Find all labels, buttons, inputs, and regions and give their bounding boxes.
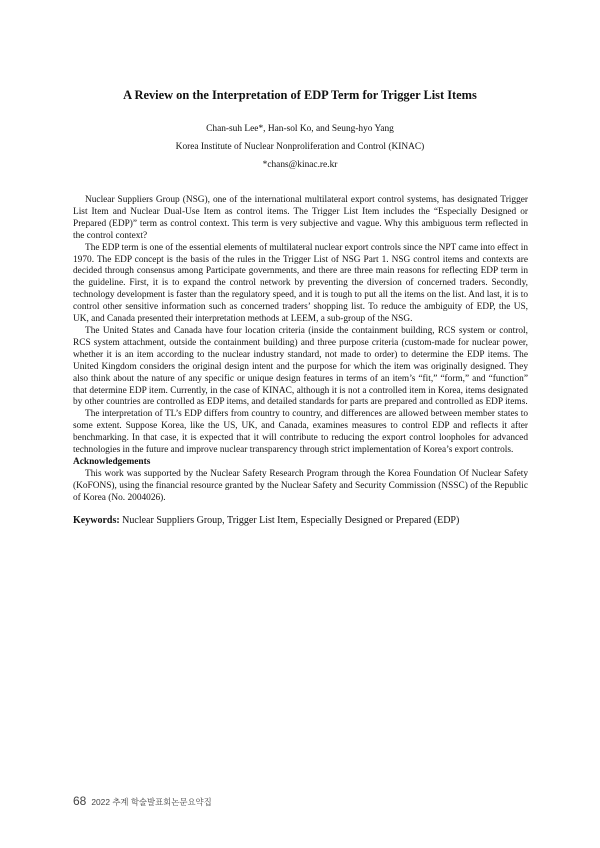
paper-title: A Review on the Interpretation of EDP Term for Trigger List Items bbox=[123, 88, 477, 102]
keywords-label: Keywords: bbox=[73, 514, 120, 526]
affiliation: Korea Institute of Nuclear Nonproliferation and Control (KINAC) bbox=[175, 142, 425, 152]
paragraph-3: The United States and Canada have four location criteria (inside the containment building, RCS system or control, RCS system attachment, outside the containment building) and three purpose criteria (custom-made for nuclear power, whether it is an item according to the nuclear industry standard, not made to order) to determine the EDP items. The United Kingdom considers the original design intent and the purpose for which the item was originally designed. They also think about the nature of any specific or unique design features in terms of an item’s “fit,” “form,” and “function” that determine EDP item. Currently, in the case of KINAC, although it is not a controlled item in Korea, items designated by other countries are controlled as EDP items, and detailed standards for parts are prepared and controlled as EDP items. bbox=[73, 325, 528, 408]
author-list: Chan-suh Lee*, Han-sol Ko, and Seung-hyo Yang bbox=[206, 124, 394, 134]
keywords-text: Nuclear Suppliers Group, Trigger List Item, Especially Designed or Prepared (EDP) bbox=[119, 514, 460, 526]
corresponding-email: *chans@kinac.re.kr bbox=[262, 160, 338, 170]
acknowledgements-heading: Acknowledgements bbox=[73, 456, 151, 467]
page-footer bbox=[73, 794, 212, 808]
paragraph-1: Nuclear Suppliers Group (NSG), one of the international multilateral export control systems, has designated Trigger List Item and Nuclear Dual-Use Item as control items. The Trigger List Item includes the “Especially Designed or Prepared (EDP)” term as control context. This term is very subjective and vague. Why this ambiguous term reflected in the control context? bbox=[73, 195, 528, 241]
abstract-body bbox=[73, 195, 528, 526]
proceedings-name: 2022 추계 학술발표회논문요약집 bbox=[91, 797, 212, 807]
page-number: 68 bbox=[73, 794, 87, 808]
acknowledgements-text: This work was supported by the Nuclear Safety Research Program through the Korea Foundation Of Nuclear Safety (KoFONS), using the financial resource granted by the Nuclear Safety and Security Commission (NSSC) of the Republic of Korea (No. 2004026). bbox=[73, 468, 528, 503]
keywords bbox=[73, 515, 528, 527]
paragraph-2: The EDP term is one of the essential elements of multilateral nuclear export controls since the NPT came into effect in 1970. The EDP concept is the basis of the rules in the Trigger List of NSG Part 1. NSG control items and contexts are decided through consensus among Participate governments, and there are three main reasons for reflecting EDP term in the guideline. First, it is to expand the control network by preventing the diversion of concerned traders. Secondly, technology development is faster than the regulatory speed, and it is tough to put all the items on the list. And last, it is to control other sensitive information such as concerned traders’ shopping list. To reduce the ambiguity of EDP, the US, UK, and Canada presented their interpretation methods at LEEM, a sub-group of the NSG. bbox=[73, 242, 528, 325]
paragraph-4: The interpretation of TL’s EDP differs from country to country, and differences are allowed between member states to some extent. Suppose Korea, like the US, UK, and Canada, examines measures to control EDP and reflects it after benchmarking. In that case, it is expected that it will contribute to reducing the export control loopholes for advanced technologies in the future and improve nuclear transparency through strict implementation of Korea’s export controls. bbox=[73, 409, 528, 456]
